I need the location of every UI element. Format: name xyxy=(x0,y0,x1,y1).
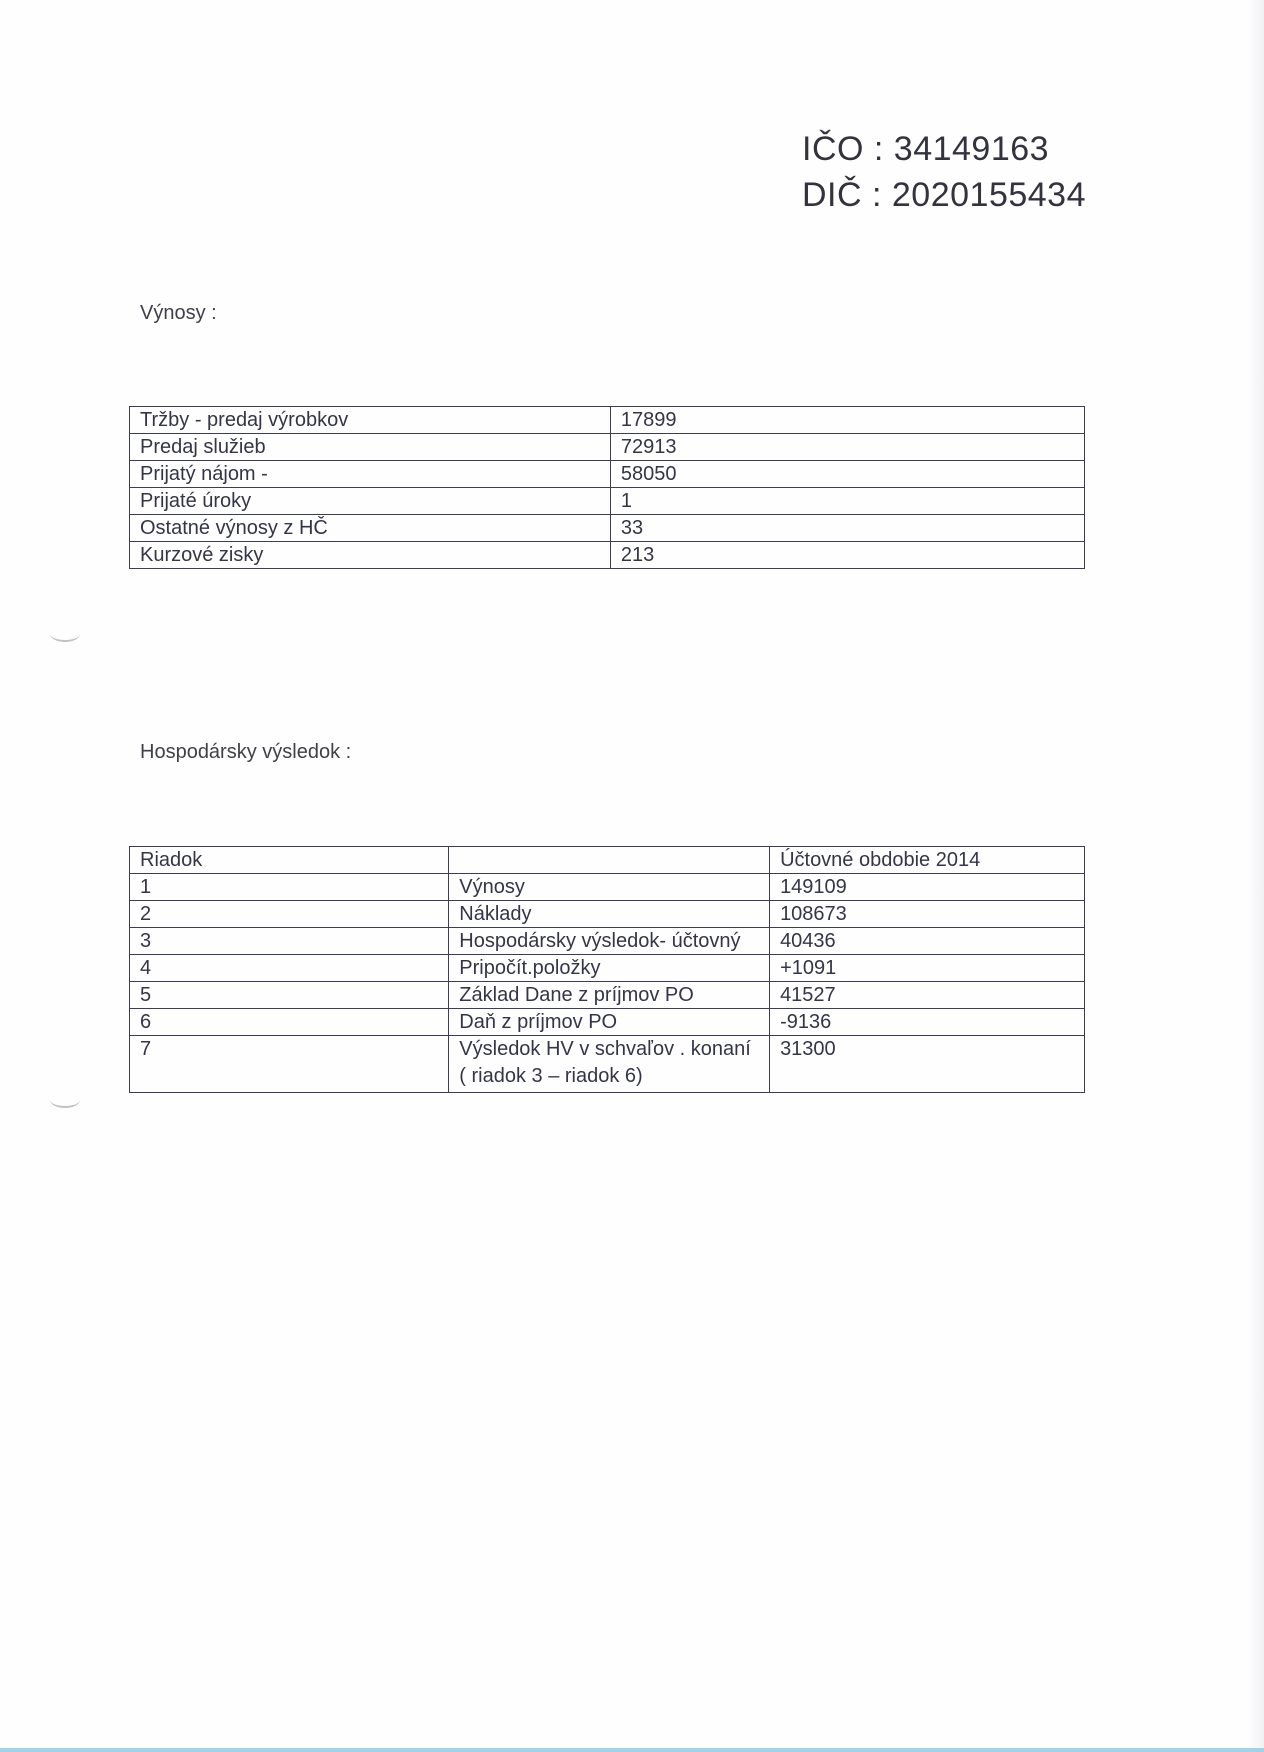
table-row xyxy=(130,461,1085,488)
row-item: Výnosy xyxy=(449,874,770,901)
row-item: Daň z príjmov PO xyxy=(449,1009,770,1036)
row-number: 4 xyxy=(130,955,449,982)
row-item xyxy=(449,1036,770,1093)
row-amount: +1091 xyxy=(770,955,1085,982)
row-number: 5 xyxy=(130,982,449,1009)
revenue-label: Predaj služieb xyxy=(130,434,611,461)
row-amount: 108673 xyxy=(770,901,1085,928)
revenue-value: 17899 xyxy=(610,407,1084,434)
table-row xyxy=(130,1009,1085,1036)
page-edge-shadow xyxy=(1246,0,1264,1752)
punch-hole-mark xyxy=(50,626,80,642)
table-row xyxy=(130,488,1085,515)
revenue-value: 58050 xyxy=(610,461,1084,488)
revenue-label: Kurzové zisky xyxy=(130,542,611,569)
revenue-value: 72913 xyxy=(610,434,1084,461)
revenue-section-title: Výnosy : xyxy=(140,302,217,324)
row-item: Základ Dane z príjmov PO xyxy=(449,982,770,1009)
table-row xyxy=(130,982,1085,1009)
revenue-value: 213 xyxy=(610,542,1084,569)
row-number: 2 xyxy=(130,901,449,928)
table-row xyxy=(130,928,1085,955)
revenue-label: Prijatý nájom - xyxy=(130,461,611,488)
punch-hole-mark xyxy=(50,1092,80,1108)
row-item: Hospodársky výsledok- účtovný xyxy=(449,928,770,955)
table-row xyxy=(130,874,1085,901)
revenue-value: 1 xyxy=(610,488,1084,515)
table-row xyxy=(130,1036,1085,1093)
result-section-title: Hospodársky výsledok : xyxy=(140,741,352,763)
column-header-item xyxy=(449,847,770,874)
row-amount: 41527 xyxy=(770,982,1085,1009)
table-header-row xyxy=(130,847,1085,874)
revenue-value: 33 xyxy=(610,515,1084,542)
company-identifiers xyxy=(802,126,1086,218)
ico-number: IČO : 34149163 xyxy=(802,130,1050,168)
column-header-period: Účtovné obdobie 2014 xyxy=(770,847,1085,874)
table-row xyxy=(130,955,1085,982)
table-row xyxy=(130,901,1085,928)
row-item-line2: ( riadok 3 – riadok 6) xyxy=(459,1065,643,1087)
revenue-label: Tržby - predaj výrobkov xyxy=(130,407,611,434)
row-item-line1: Výsledok HV v schvaľov . konaní xyxy=(459,1038,751,1060)
row-number: 6 xyxy=(130,1009,449,1036)
revenue-table xyxy=(129,406,1085,569)
revenue-label: Ostatné výnosy z HČ xyxy=(130,515,611,542)
row-amount: -9136 xyxy=(770,1009,1085,1036)
row-amount: 149109 xyxy=(770,874,1085,901)
row-item: Pripočít.položky xyxy=(449,955,770,982)
table-row xyxy=(130,542,1085,569)
row-amount: 40436 xyxy=(770,928,1085,955)
scan-bottom-edge xyxy=(0,1748,1264,1752)
row-amount: 31300 xyxy=(770,1036,1085,1093)
dic-number: DIČ : 2020155434 xyxy=(802,176,1086,214)
table-row xyxy=(130,434,1085,461)
table-row xyxy=(130,515,1085,542)
row-number: 3 xyxy=(130,928,449,955)
result-table xyxy=(129,846,1085,1093)
revenue-label: Prijaté úroky xyxy=(130,488,611,515)
table-row xyxy=(130,407,1085,434)
column-header-row: Riadok xyxy=(130,847,449,874)
row-number: 1 xyxy=(130,874,449,901)
row-item: Náklady xyxy=(449,901,770,928)
row-number: 7 xyxy=(130,1036,449,1093)
